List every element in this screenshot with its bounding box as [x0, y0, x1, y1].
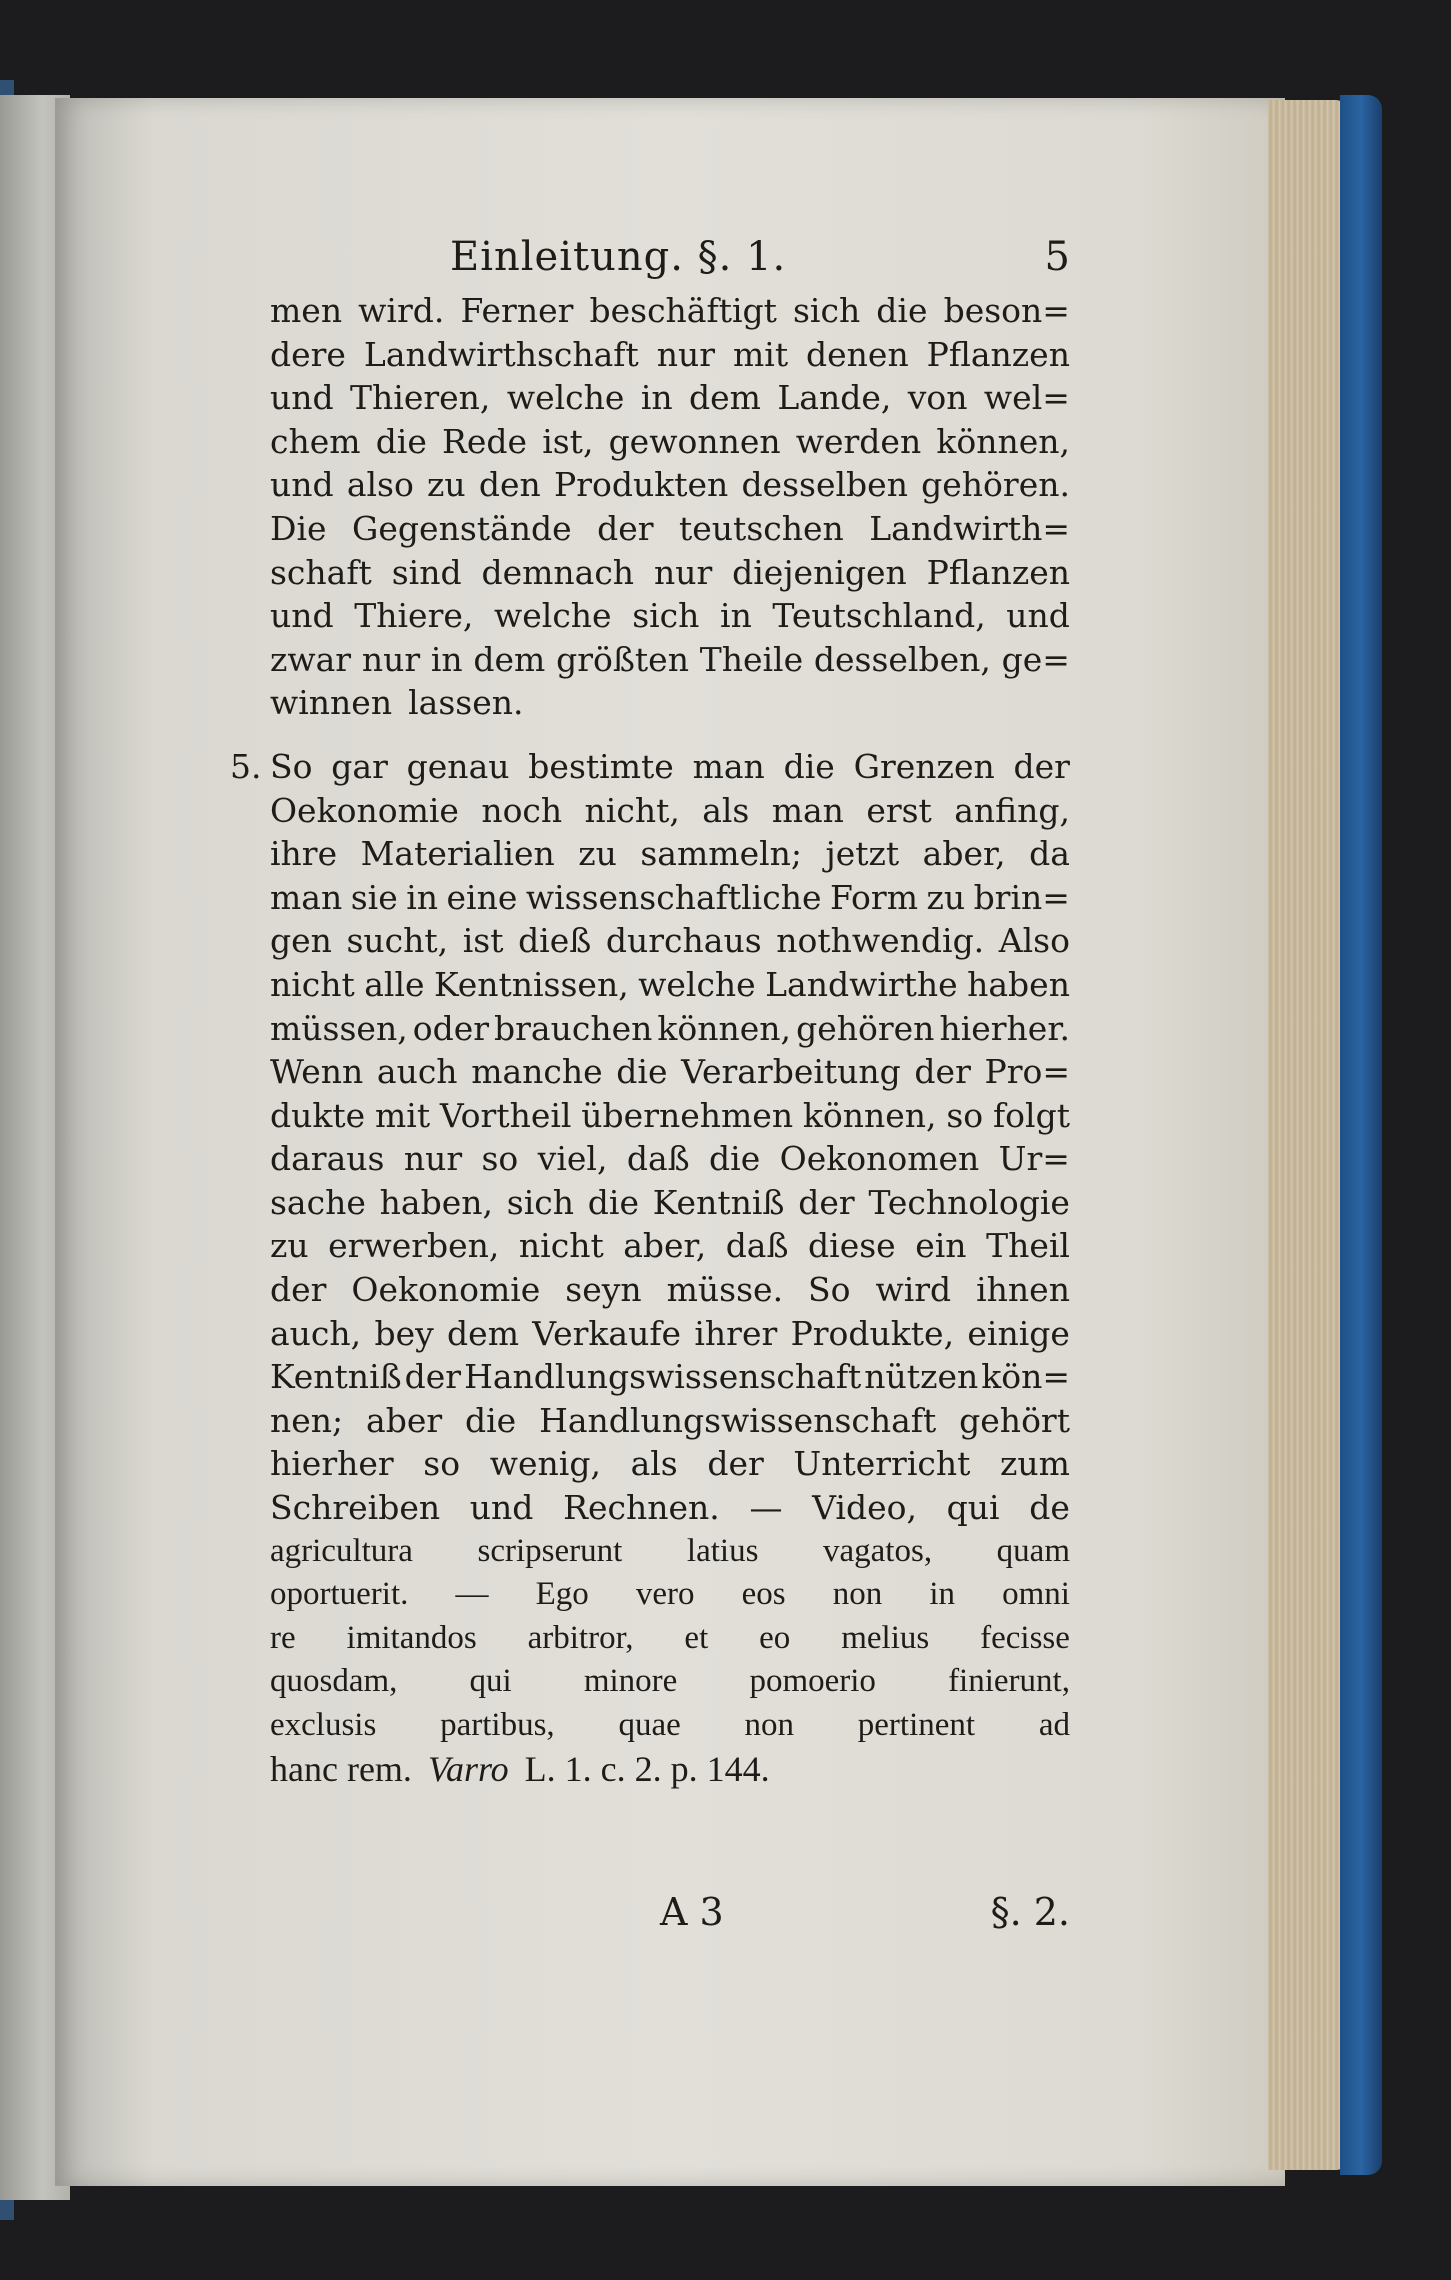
- word: Oekonomen: [779, 1139, 980, 1179]
- word: nicht: [270, 964, 355, 1004]
- word: der: [270, 1270, 327, 1310]
- catchword: §. 2.: [990, 1890, 1070, 1934]
- word: zu: [427, 465, 466, 505]
- word: sache: [270, 1182, 366, 1222]
- word: mit: [732, 334, 789, 374]
- word: minore: [583, 1663, 678, 1700]
- word: dere: [270, 334, 346, 374]
- page-block-edge: [1268, 100, 1346, 2170]
- word: Pflanzen: [926, 334, 1070, 374]
- word: Verkaufe: [532, 1313, 682, 1353]
- word: Ferner: [460, 291, 574, 330]
- text-line: [270, 1486, 1070, 1530]
- word: Theil: [986, 1226, 1070, 1266]
- word: noch: [481, 790, 563, 830]
- word: beschäftigt: [589, 291, 777, 330]
- word: nicht,: [584, 790, 680, 830]
- word: zu: [578, 834, 617, 874]
- word: gewonnen: [608, 421, 781, 461]
- word: quosdam,: [270, 1663, 398, 1700]
- text-line: [270, 919, 1070, 963]
- word: de: [1029, 1488, 1070, 1528]
- word: quam: [996, 1532, 1070, 1569]
- word: nur: [656, 334, 716, 374]
- word: Theile: [699, 639, 804, 679]
- word: Verarbeitung: [681, 1052, 901, 1092]
- running-header: [270, 225, 1070, 289]
- word: und: [1006, 596, 1070, 636]
- word: diese: [808, 1226, 896, 1266]
- word: dem: [473, 639, 546, 679]
- word: Die: [270, 508, 327, 548]
- word: Unterricht: [793, 1444, 971, 1484]
- word: daß: [725, 1226, 789, 1266]
- paragraph-2: [230, 745, 1070, 1530]
- word: müssen,: [270, 1008, 408, 1048]
- text-line: [270, 1704, 1070, 1748]
- word: nicht: [518, 1226, 604, 1266]
- word: nur: [653, 552, 713, 592]
- word: in: [406, 877, 439, 917]
- word: so: [481, 1139, 519, 1179]
- word: mit: [374, 1095, 431, 1135]
- word: aber,: [922, 834, 1006, 874]
- text-line: [270, 1181, 1070, 1225]
- word: nützen: [864, 1357, 979, 1397]
- word: wissenschaftliche: [525, 877, 822, 917]
- word: man: [692, 746, 765, 786]
- word: gar: [331, 746, 388, 786]
- word: non: [832, 1576, 883, 1613]
- word: man: [270, 877, 343, 917]
- word: gehören: [796, 1008, 935, 1048]
- word: kön=: [981, 1357, 1070, 1397]
- word: der: [914, 1052, 971, 1092]
- word: zu: [270, 1226, 309, 1266]
- word: welche: [638, 964, 756, 1004]
- citation-ref: L. 1. c. 2. p. 144.: [524, 1748, 770, 1789]
- word: Produkten: [553, 465, 729, 505]
- word: die: [464, 1400, 517, 1440]
- word: —: [749, 1488, 783, 1528]
- word: in: [640, 378, 673, 418]
- word: bey: [374, 1313, 434, 1353]
- word: Pro=: [984, 1052, 1070, 1092]
- word: erwerben,: [328, 1226, 500, 1266]
- word: manche: [471, 1052, 603, 1092]
- word: So: [270, 746, 313, 786]
- word: ist: [462, 921, 504, 961]
- word: in: [720, 596, 752, 636]
- text-line: [270, 876, 1070, 920]
- word: in: [929, 1576, 956, 1613]
- word: der: [597, 508, 654, 548]
- word: eo: [759, 1619, 791, 1656]
- text-line: [270, 681, 1070, 725]
- word: in: [430, 639, 463, 679]
- word: brauchen: [494, 1008, 653, 1048]
- word: genau: [406, 746, 510, 786]
- word: hierher: [270, 1444, 394, 1484]
- word: oder: [412, 1008, 490, 1048]
- text-line: [270, 1530, 1070, 1574]
- word: sind: [391, 552, 462, 592]
- word: wird: [875, 1270, 952, 1310]
- word: quae: [618, 1707, 681, 1743]
- word: Schreiben: [270, 1488, 441, 1528]
- citation-line: [270, 1748, 1070, 1792]
- word: vagatos,: [823, 1532, 933, 1569]
- word: größten: [556, 639, 689, 679]
- word: erst: [866, 790, 932, 830]
- word: dukte: [270, 1095, 366, 1135]
- text-line: [270, 376, 1070, 420]
- word: ge=: [1001, 639, 1070, 679]
- word: seyn: [565, 1270, 642, 1310]
- word: eos: [741, 1576, 786, 1613]
- word: sich: [792, 291, 861, 330]
- word: Landwirthe: [765, 964, 958, 1004]
- word: als: [702, 790, 750, 830]
- text-line: [270, 1399, 1070, 1443]
- citation-text: hanc rem.: [270, 1748, 412, 1789]
- word: eine: [446, 877, 518, 917]
- word: Landwirth=: [869, 508, 1070, 548]
- word: gen: [270, 921, 332, 961]
- word: gehören.: [921, 465, 1070, 505]
- word: Gegenstände: [352, 508, 572, 548]
- text-line: [270, 638, 1070, 682]
- word: ein: [915, 1226, 967, 1266]
- word: gehört: [959, 1400, 1070, 1440]
- word: Kentniß: [270, 1357, 402, 1397]
- word: anfing,: [954, 790, 1070, 830]
- word: Also: [998, 921, 1070, 961]
- text-line: [270, 507, 1070, 551]
- word: melius: [841, 1619, 930, 1656]
- word: teutschen: [679, 508, 844, 548]
- word: Teutschland,: [772, 596, 986, 636]
- word: exclusis: [270, 1707, 377, 1743]
- word: Rede: [442, 421, 528, 461]
- word: Technologie: [868, 1182, 1070, 1222]
- word: sie: [350, 877, 398, 917]
- word: Video,: [812, 1488, 917, 1528]
- word: Ur=: [998, 1139, 1070, 1179]
- page-footer: [270, 1890, 1070, 1950]
- word: welche: [506, 378, 625, 418]
- word: Produkte,: [790, 1313, 955, 1353]
- word: und: [270, 596, 334, 636]
- word: Kentnissen,: [433, 964, 629, 1004]
- word: und: [469, 1488, 534, 1528]
- word: sucht,: [346, 921, 449, 961]
- word: Thieren,: [350, 378, 491, 418]
- word: der: [1013, 746, 1070, 786]
- text-line: [270, 963, 1070, 1007]
- word: also: [346, 465, 414, 505]
- section-number: 5.: [230, 746, 262, 786]
- word: der: [404, 1357, 462, 1397]
- word: dem: [447, 1313, 519, 1353]
- word: Pflanzen: [926, 552, 1070, 592]
- text-line: [270, 551, 1070, 595]
- word: partibus,: [440, 1707, 555, 1743]
- word: re: [270, 1619, 296, 1656]
- word: Handlungswissenschaft: [539, 1400, 937, 1440]
- word: können,: [936, 421, 1070, 461]
- word: die: [783, 746, 835, 786]
- text-line: [270, 333, 1070, 377]
- word: und: [270, 465, 334, 505]
- word: Lande,: [777, 378, 892, 418]
- text-line: [270, 1224, 1070, 1268]
- word: zum: [1000, 1444, 1070, 1484]
- word: wird.: [358, 291, 445, 330]
- word: Wenn: [270, 1052, 364, 1092]
- word: durchaus: [605, 921, 762, 961]
- text-line: [270, 594, 1070, 638]
- text-line: [270, 1573, 1070, 1617]
- word: Form: [829, 877, 918, 917]
- word: viel,: [537, 1139, 608, 1179]
- word: non: [744, 1707, 794, 1743]
- word: diejenigen: [732, 552, 907, 592]
- word: wenig,: [489, 1444, 601, 1484]
- word: ad: [1038, 1707, 1070, 1743]
- text-line: [270, 1137, 1070, 1181]
- word: hierher.: [939, 1008, 1070, 1048]
- citation-author: Varro: [427, 1748, 509, 1789]
- text-line: [270, 1094, 1070, 1138]
- word: von: [907, 378, 968, 418]
- word: als: [630, 1444, 678, 1484]
- word: pomoerio: [749, 1663, 876, 1700]
- word: einige: [967, 1313, 1070, 1353]
- word: die: [709, 1139, 761, 1179]
- word: agricultura: [270, 1532, 413, 1569]
- word: fecisse: [980, 1619, 1070, 1656]
- word: aber,: [623, 1226, 707, 1266]
- word: zwar: [270, 639, 352, 679]
- text-line: [270, 789, 1070, 833]
- word: zu: [926, 877, 966, 917]
- word: den: [478, 465, 541, 505]
- word: ist,: [542, 421, 594, 461]
- word: imitandos: [346, 1619, 477, 1656]
- word: aber: [366, 1400, 443, 1440]
- word: dem: [689, 378, 761, 418]
- signature-mark: A 3: [660, 1890, 724, 1934]
- word: werden: [795, 421, 922, 461]
- word: Vortheil: [439, 1095, 572, 1135]
- word: übernehmen: [581, 1095, 794, 1135]
- page-number: 5: [1044, 234, 1070, 280]
- word: so: [946, 1095, 984, 1135]
- text-line: [270, 1442, 1070, 1486]
- word: vero: [635, 1576, 695, 1613]
- word: arbitror,: [527, 1619, 634, 1656]
- word: können,: [802, 1095, 937, 1135]
- text-line: [270, 420, 1070, 464]
- text-line: [270, 1660, 1070, 1704]
- word: nur: [403, 1139, 463, 1179]
- word: haben,: [379, 1182, 493, 1222]
- word: Grenzen: [853, 746, 995, 786]
- word: die: [876, 291, 928, 330]
- word: Thiere,: [354, 596, 474, 636]
- word: latius: [686, 1532, 759, 1569]
- word: bestimte: [528, 746, 674, 786]
- word: men: [270, 291, 343, 330]
- word: oportuerit.: [270, 1576, 409, 1613]
- word: welche: [493, 596, 612, 636]
- paragraph-1: [270, 289, 1070, 725]
- word: daß: [626, 1139, 690, 1179]
- word: können,: [657, 1008, 792, 1048]
- word: nen;: [270, 1400, 344, 1440]
- word: Rechnen.: [563, 1488, 720, 1528]
- word: Oekonomie: [351, 1270, 541, 1310]
- word: jetzt: [825, 834, 900, 874]
- word: der: [707, 1444, 764, 1484]
- text-line: [270, 463, 1070, 507]
- word: qui: [469, 1663, 512, 1700]
- blue-cover: [1340, 95, 1382, 2175]
- word: brin=: [973, 877, 1070, 917]
- word: desselben,: [813, 639, 991, 679]
- word: auch,: [270, 1313, 362, 1353]
- word: desselben: [741, 465, 908, 505]
- text-line: [230, 745, 1070, 789]
- word: nothwendig.: [776, 921, 985, 961]
- word: die: [616, 1052, 668, 1092]
- word: Landwirthschaft: [363, 334, 639, 374]
- word: ihrer: [694, 1313, 778, 1353]
- word: sich: [632, 596, 700, 636]
- word: sich: [506, 1182, 574, 1222]
- word: scripserunt: [477, 1532, 623, 1569]
- word: die: [587, 1182, 639, 1222]
- word: wel=: [983, 378, 1070, 418]
- word: nur: [361, 639, 421, 679]
- word: winnen: [270, 683, 393, 723]
- word: die: [375, 421, 427, 461]
- word: müsse.: [666, 1270, 784, 1310]
- text-line: [270, 1268, 1070, 1312]
- word: schaft: [270, 552, 372, 592]
- word: omni: [1002, 1576, 1070, 1613]
- word: So: [808, 1270, 851, 1310]
- word: pertinent: [857, 1707, 976, 1743]
- word: folgt: [992, 1095, 1070, 1135]
- word: und: [270, 378, 334, 418]
- page-text: [230, 225, 1070, 1791]
- word: da: [1029, 834, 1070, 874]
- latin-quotation: [270, 1530, 1070, 1748]
- text-line: [270, 832, 1070, 876]
- word: der: [798, 1182, 855, 1222]
- word: lassen.: [408, 683, 524, 723]
- word: haben: [967, 964, 1070, 1004]
- header-title: Einleitung. §. 1.: [450, 234, 787, 280]
- text-line: [270, 1050, 1070, 1094]
- word: denen: [806, 334, 909, 374]
- text-line: [270, 1617, 1070, 1661]
- word: —: [455, 1576, 489, 1613]
- word: so: [423, 1444, 461, 1484]
- word: Ego: [535, 1576, 589, 1613]
- text-line: [270, 1007, 1070, 1051]
- word: dieß: [518, 921, 592, 961]
- word: Kentniß: [652, 1182, 785, 1222]
- word: Oekonomie: [270, 790, 459, 830]
- word: man: [771, 790, 844, 830]
- word: chem: [270, 421, 361, 461]
- word: qui: [946, 1488, 1000, 1528]
- word: auch: [376, 1052, 458, 1092]
- text-line: [270, 1312, 1070, 1356]
- word: demnach: [481, 552, 635, 592]
- word: Handlungswissenschaft: [464, 1357, 862, 1397]
- word: finierunt,: [948, 1663, 1070, 1700]
- text-line: [270, 289, 1070, 333]
- word: alle: [364, 964, 425, 1004]
- word: Materialien: [360, 834, 555, 874]
- text-line: [270, 1355, 1070, 1399]
- word: ihnen: [976, 1270, 1070, 1310]
- word: beson=: [943, 291, 1070, 330]
- word: sammeln;: [640, 834, 803, 874]
- word: ihre: [270, 834, 338, 874]
- word: daraus: [270, 1139, 385, 1179]
- word: et: [684, 1619, 709, 1656]
